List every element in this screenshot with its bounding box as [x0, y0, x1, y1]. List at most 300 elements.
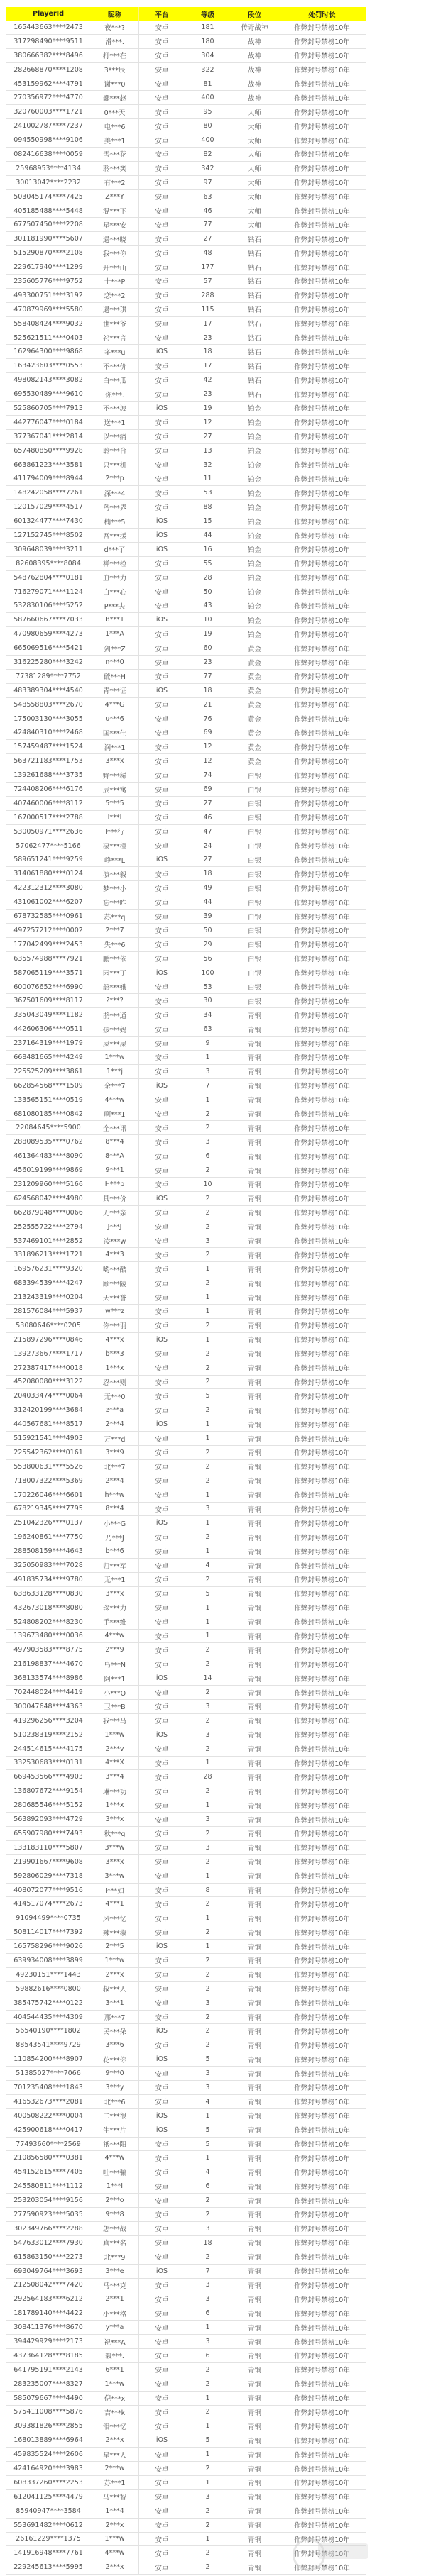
cell-platform: iOS	[138, 345, 185, 358]
cell-level: 6	[205, 2182, 210, 2191]
cell-platform: 安卓	[138, 1587, 185, 1601]
cell-penalty: 作弊封号禁榜10年	[278, 2265, 366, 2278]
cell-rank: 青铜	[231, 2067, 278, 2080]
cell-nickname: 琛***力	[102, 1605, 127, 1613]
table-row	[6, 2236, 366, 2250]
cell-level: 2	[205, 2549, 210, 2558]
cell-level: 1	[205, 1632, 210, 1640]
cell-penalty: 作弊封号禁榜10年	[278, 2448, 366, 2461]
cell-level: 17	[203, 362, 212, 370]
cell-penalty: 作弊封号禁榜10年	[278, 2433, 366, 2447]
cell-nickname: 3***9	[105, 1448, 124, 1456]
cell-nickname: 哟***酷	[102, 1266, 127, 1274]
cell-level: 43	[203, 602, 212, 610]
cell-player-id: 162964300****9868	[13, 348, 83, 356]
cell-level: 2	[205, 1378, 210, 1386]
cell-platform: 安卓	[138, 1798, 185, 1812]
cell-platform: 安卓	[138, 1954, 185, 1967]
cell-rank: 青铜	[231, 2504, 278, 2518]
cell-penalty: 作弊封号禁榜10年	[278, 1784, 366, 1798]
cell-platform: 安卓	[138, 1757, 185, 1770]
cell-platform: 安卓	[138, 952, 185, 966]
cell-nickname: 无***亲	[102, 1210, 127, 1218]
cell-player-id: 470980659****4273	[13, 630, 83, 639]
cell-platform: 安卓	[138, 2349, 185, 2362]
cell-level: 2	[205, 1166, 210, 1175]
cell-player-id: 677507450****2208	[13, 221, 83, 229]
cell-nickname: 顾***陵	[102, 1280, 127, 1288]
table-row	[6, 1163, 366, 1178]
cell-nickname: I***如	[105, 1887, 124, 1895]
table-row	[6, 486, 366, 500]
cell-penalty: 作弊封号禁榜10年	[278, 2321, 366, 2334]
cell-penalty: 作弊封号禁榜10年	[278, 1149, 366, 1163]
cell-nickname: P***夫	[104, 602, 126, 611]
cell-platform: 安卓	[138, 698, 185, 712]
cell-level: 1	[205, 1914, 210, 1923]
cell-penalty: 作弊封号禁榜10年	[278, 1347, 366, 1361]
cell-rank: 青铜	[231, 2095, 278, 2108]
cell-nickname: 韶***娥	[102, 984, 127, 992]
cell-rank: 白银	[231, 811, 278, 824]
cell-player-id: 525621511****0403	[13, 333, 83, 342]
cell-player-id: 407460006****8112	[13, 799, 83, 807]
cell-level: 2	[205, 1279, 210, 1288]
cell-nickname: 血***力	[102, 575, 127, 583]
cell-rank: 铂金	[231, 557, 278, 570]
cell-level: 28	[203, 1773, 212, 1781]
table-row	[6, 924, 366, 938]
cell-platform: 安卓	[138, 2279, 185, 2292]
cell-level: 1	[205, 1801, 210, 1810]
cell-rank: 青铜	[231, 1319, 278, 1332]
table-row	[6, 1389, 366, 1403]
table-body	[6, 21, 366, 2575]
cell-rank: 青铜	[231, 1516, 278, 1530]
cell-level: 57	[203, 277, 212, 285]
cell-penalty: 作弊封号禁榜10年	[278, 162, 366, 175]
cell-level: 400	[201, 94, 214, 102]
cell-nickname: 归***军	[102, 1562, 127, 1571]
cell-platform: 安卓	[138, 2560, 185, 2574]
cell-rank: 铂金	[231, 543, 278, 556]
cell-penalty: 作弊封号禁榜10年	[278, 1897, 366, 1911]
table-row	[6, 1884, 366, 1898]
cell-rank: 青铜	[231, 1601, 278, 1615]
cell-rank: 青铜	[231, 1206, 278, 1220]
cell-nickname: 聆***台	[102, 448, 127, 456]
cell-player-id: 624568042****4980	[13, 1194, 83, 1203]
cell-rank: 黄金	[231, 726, 278, 740]
cell-player-id: 163423603****0553	[13, 362, 83, 370]
table-row	[6, 21, 366, 35]
cell-penalty: 作弊封号禁榜10年	[278, 2236, 366, 2250]
cell-player-id: 508114017****7392	[13, 1928, 83, 1937]
cell-penalty: 作弊封号禁榜10年	[278, 1714, 366, 1728]
cell-platform: 安卓	[138, 303, 185, 316]
table-row	[6, 2419, 366, 2433]
cell-platform: 安卓	[138, 289, 185, 302]
cell-player-id: 302349766****2288	[13, 2224, 83, 2233]
cell-penalty: 作弊封号禁榜10年	[278, 656, 366, 669]
table-row	[6, 613, 366, 627]
cell-rank: 青铜	[231, 1248, 278, 1261]
cell-level: 3	[205, 1843, 210, 1852]
table-row	[6, 2448, 366, 2462]
table-row	[6, 1503, 366, 1517]
table-row	[6, 1432, 366, 1446]
cell-nickname: 1***x	[105, 1364, 124, 1372]
cell-nickname: 风***忆	[102, 1915, 127, 1923]
cell-nickname: 星***安	[102, 221, 127, 230]
cell-rank: 青铜	[231, 2560, 278, 2574]
cell-level: 1	[205, 1265, 210, 1273]
cell-nickname: 琳***功	[102, 1788, 127, 1796]
cell-platform: 安卓	[138, 2208, 185, 2221]
cell-penalty: 作弊封号禁榜10年	[278, 839, 366, 853]
cell-level: 1	[205, 2535, 210, 2543]
cell-level: 18	[203, 686, 212, 695]
cell-nickname: 3***y	[105, 2083, 124, 2091]
cell-platform: iOS	[138, 2024, 185, 2038]
cell-player-id: 683394539****4247	[13, 1279, 83, 1288]
cell-player-id: 272387417****0018	[13, 1364, 83, 1372]
cell-nickname: 2***5	[105, 1942, 124, 1951]
table-row	[6, 373, 366, 387]
cell-nickname: 遇***晓	[102, 236, 127, 244]
cell-penalty: 作弊封号禁榜10年	[278, 2208, 366, 2221]
table-row	[6, 1544, 366, 1559]
cell-player-id: 157459487****1524	[13, 743, 83, 751]
cell-rank: 青铜	[231, 1911, 278, 1925]
cell-platform: 安卓	[138, 1742, 185, 1756]
cell-level: 2	[205, 2027, 210, 2035]
cell-player-id: 77381289****7752	[16, 672, 81, 680]
cell-nickname: 3***x	[105, 757, 124, 765]
cell-rank: 铂金	[231, 529, 278, 542]
cell-level: 6	[205, 2351, 210, 2360]
cell-player-id: 461364483****8090	[13, 1152, 83, 1161]
cell-level: 2	[205, 2379, 210, 2388]
cell-nickname: 硫***H	[104, 673, 126, 682]
cell-penalty: 作弊封号禁榜10年	[278, 1305, 366, 1318]
table-row	[6, 1968, 366, 1982]
cell-level: 88	[203, 503, 212, 512]
table-row	[6, 416, 366, 430]
cell-player-id: 400508222****0004	[13, 2111, 83, 2120]
cell-rank: 白银	[231, 994, 278, 1007]
table-row	[6, 867, 366, 881]
cell-rank: 青铜	[231, 2392, 278, 2405]
cell-player-id: 530050971****2636	[13, 827, 83, 836]
cell-rank: 青铜	[231, 1389, 278, 1403]
table-row	[6, 768, 366, 783]
table-row	[6, 458, 366, 472]
table-row	[6, 2250, 366, 2265]
cell-player-id: 498082143****3082	[13, 376, 83, 385]
cell-platform: 安卓	[138, 1248, 185, 1261]
cell-level: 2	[205, 1660, 210, 1669]
cell-level: 1	[205, 1293, 210, 1302]
cell-level: 4	[205, 2097, 210, 2106]
cell-level: 27	[203, 432, 212, 441]
cell-platform: iOS	[138, 2109, 185, 2123]
cell-platform: 安卓	[138, 472, 185, 486]
cell-level: 28	[203, 573, 212, 582]
cell-level: 3	[205, 2224, 210, 2233]
cell-penalty: 作弊封号禁榜10年	[278, 2250, 366, 2264]
table-row	[6, 275, 366, 289]
cell-rank: 黄金	[231, 698, 278, 712]
table-row	[6, 684, 366, 698]
cell-penalty: 作弊封号禁榜10年	[278, 1361, 366, 1375]
cell-penalty: 作弊封号禁榜10年	[278, 1757, 366, 1770]
cell-penalty: 作弊封号禁榜10年	[278, 2024, 366, 2038]
cell-player-id: 503045174****7425	[13, 192, 83, 201]
cell-penalty: 作弊封号禁榜10年	[278, 2052, 366, 2066]
cell-rank: 青铜	[231, 1615, 278, 1629]
cell-platform: 安卓	[138, 1093, 185, 1107]
cell-player-id: 600076652****6990	[13, 983, 83, 991]
cell-penalty: 作弊封号禁榜10年	[278, 331, 366, 345]
cell-player-id: 368133574****8986	[13, 1674, 83, 1683]
cell-penalty: 作弊封号禁榜10年	[278, 2067, 366, 2080]
cell-rank: 青铜	[231, 1630, 278, 1643]
cell-rank: 青铜	[231, 2179, 278, 2193]
cell-platform: 安卓	[138, 1178, 185, 1191]
cell-nickname: u***6	[105, 714, 124, 723]
cell-nickname: 美***1	[104, 137, 126, 145]
cell-rank: 青铜	[231, 2462, 278, 2475]
cell-rank: 青铜	[231, 1376, 278, 1389]
cell-penalty: 作弊封号禁榜10年	[278, 1503, 366, 1516]
cell-penalty: 作弊封号禁榜10年	[278, 1065, 366, 1078]
cell-rank: 白银	[231, 867, 278, 880]
table-row	[6, 1347, 366, 1361]
table-row	[6, 881, 366, 895]
table-row	[6, 2306, 366, 2321]
cell-rank: 青铜	[231, 1008, 278, 1022]
cell-penalty: 作弊封号禁榜10年	[278, 430, 366, 443]
cell-level: 1	[205, 2422, 210, 2431]
cell-penalty: 作弊封号禁榜10年	[278, 529, 366, 542]
cell-rank: 青铜	[231, 1742, 278, 1756]
cell-level: 342	[201, 164, 214, 172]
cell-nickname: 3***1	[105, 1999, 124, 2007]
cell-level: 18	[203, 2238, 212, 2247]
cell-rank: 大师	[231, 133, 278, 147]
cell-nickname: 2***7	[105, 926, 124, 934]
cell-platform: iOS	[138, 1671, 185, 1685]
table-row	[6, 1615, 366, 1630]
cell-level: 1	[205, 1519, 210, 1527]
cell-player-id: 695530489****9610	[13, 390, 83, 399]
cell-rank: 青铜	[231, 1827, 278, 1840]
cell-level: 2	[205, 1476, 210, 1485]
cell-rank: 青铜	[231, 1700, 278, 1713]
cell-platform: 安卓	[138, 331, 185, 345]
cell-level: 1	[205, 1420, 210, 1429]
cell-penalty: 作弊封号禁榜10年	[278, 994, 366, 1007]
table-row	[6, 599, 366, 614]
cell-nickname: 3***w	[104, 1843, 125, 1852]
cell-level: 2	[205, 2013, 210, 2021]
cell-level: 2	[205, 1208, 210, 1217]
cell-rank: 钻石	[231, 331, 278, 345]
cell-player-id: 678732585****0961	[13, 912, 83, 921]
cell-rank: 战神	[231, 35, 278, 48]
cell-penalty: 作弊封号禁榜10年	[278, 204, 366, 218]
cell-nickname: 混***下	[102, 208, 127, 216]
cell-rank: 青铜	[231, 2279, 278, 2292]
cell-player-id: 225542362****0161	[13, 1448, 83, 1456]
table-row	[6, 2433, 366, 2448]
cell-player-id: 718007322****5369	[13, 1476, 83, 1485]
cell-level: 63	[203, 1025, 212, 1034]
cell-penalty: 作弊封号禁榜10年	[278, 416, 366, 429]
cell-platform: 安卓	[138, 2038, 185, 2052]
cell-player-id: 082416638****0059	[13, 150, 83, 158]
cell-nickname: 9***0	[105, 2069, 124, 2078]
cell-penalty: 作弊封号禁榜10年	[278, 2165, 366, 2179]
cell-platform: 安卓	[138, 162, 185, 175]
cell-level: 322	[201, 65, 214, 74]
cell-nickname: 梦***小	[102, 885, 127, 893]
cell-level: 3	[205, 1815, 210, 1824]
cell-player-id: 724408206****6176	[13, 785, 83, 794]
table-row	[6, 585, 366, 599]
cell-player-id: 133183110****5807	[13, 1843, 83, 1852]
table-row	[6, 1982, 366, 1996]
cell-level: 400	[201, 136, 214, 145]
cell-platform: 安卓	[138, 2179, 185, 2193]
cell-player-id: 139261688****3735	[13, 771, 83, 780]
cell-rank: 青铜	[231, 2419, 278, 2433]
table-row	[6, 2081, 366, 2095]
cell-platform: 安卓	[138, 176, 185, 189]
cell-rank: 青铜	[231, 1432, 278, 1445]
cell-player-id: 615863150****2273	[13, 2252, 83, 2261]
table-row	[6, 387, 366, 402]
cell-platform: 安卓	[138, 1163, 185, 1177]
table-row	[6, 1869, 366, 1884]
cell-rank: 铂金	[231, 402, 278, 415]
table-row	[6, 740, 366, 754]
cell-penalty: 作弊封号禁榜10年	[278, 2279, 366, 2292]
cell-level: 1	[205, 2450, 210, 2459]
cell-rank: 青铜	[231, 1544, 278, 1558]
table-row	[6, 2279, 366, 2293]
cell-platform: 安卓	[138, 881, 185, 895]
cell-nickname: 阿***1	[104, 1675, 126, 1684]
cell-level: 3	[205, 1730, 210, 1739]
cell-platform: 安卓	[138, 1220, 185, 1234]
cell-rank: 钻石	[231, 303, 278, 316]
cell-nickname: h***w	[104, 1491, 125, 1499]
cell-platform: 安卓	[138, 1630, 185, 1643]
table-row	[6, 1940, 366, 1954]
cell-penalty: 作弊封号禁榜10年	[278, 867, 366, 880]
cell-player-id: 237164319****1979	[13, 1039, 83, 1048]
cell-penalty: 作弊封号禁榜10年	[278, 712, 366, 726]
cell-player-id: 308411376****8670	[13, 2323, 83, 2332]
cell-penalty: 作弊封号禁榜10年	[278, 1121, 366, 1134]
cell-level: 53	[203, 983, 212, 991]
cell-rank: 铂金	[231, 500, 278, 514]
cell-platform: 安卓	[138, 1573, 185, 1586]
cell-penalty: 作弊封号禁榜10年	[278, 1657, 366, 1671]
cell-platform: 安卓	[138, 1827, 185, 1840]
cell-level: 16	[203, 545, 212, 553]
cell-platform: 安卓	[138, 1982, 185, 1996]
cell-platform: 安卓	[138, 218, 185, 231]
cell-level: 39	[203, 912, 212, 921]
cell-platform: 安卓	[138, 275, 185, 288]
cell-rank: 钻石	[231, 373, 278, 387]
cell-level: 24	[203, 841, 212, 850]
table-row	[6, 1573, 366, 1587]
cell-rank: 白银	[231, 910, 278, 923]
cell-penalty: 作弊封号禁榜10年	[278, 1488, 366, 1502]
cell-platform: 安卓	[138, 627, 185, 641]
cell-platform: 安卓	[138, 1770, 185, 1784]
cell-player-id: 532830106****5252	[13, 602, 83, 610]
cell-rank: 青铜	[231, 2490, 278, 2504]
cell-platform: iOS	[138, 684, 185, 697]
cell-platform: iOS	[138, 543, 185, 556]
cell-platform: 安卓	[138, 811, 185, 824]
cell-nickname: 北***7	[104, 1464, 126, 1472]
cell-nickname: 2***x	[105, 2521, 124, 2529]
table-row	[6, 641, 366, 656]
table-row	[6, 1657, 366, 1671]
cell-nickname: 只***机	[102, 462, 127, 470]
cell-level: 23	[203, 333, 212, 342]
cell-penalty: 作弊封号禁榜10年	[278, 2011, 366, 2024]
cell-rank: 铂金	[231, 627, 278, 641]
cell-nickname: 花***你	[102, 2056, 127, 2064]
cell-player-id: 575411008****5876	[13, 2408, 83, 2416]
cell-level: 2	[205, 2210, 210, 2218]
cell-nickname: 世***爷	[102, 321, 127, 329]
table-row	[6, 472, 366, 487]
cell-level: 2	[205, 2563, 210, 2572]
cell-player-id: 702448024****4419	[13, 1688, 83, 1697]
cell-level: 2	[205, 1251, 210, 1259]
cell-rank: 青铜	[231, 1192, 278, 1205]
cell-nickname: b***6	[105, 1547, 124, 1556]
cell-rank: 大师	[231, 176, 278, 189]
cell-rank: 青铜	[231, 1671, 278, 1685]
table-row	[6, 670, 366, 684]
cell-platform: 安卓	[138, 91, 185, 104]
cell-penalty: 作弊封号禁榜10年	[278, 1234, 366, 1248]
cell-level: 49	[203, 884, 212, 892]
cell-rank: 青铜	[231, 1657, 278, 1671]
cell-player-id: 432673018****8080	[13, 1603, 83, 1612]
cell-rank: 铂金	[231, 585, 278, 599]
table-row	[6, 1234, 366, 1249]
cell-player-id: 175003130****3055	[13, 714, 83, 723]
cell-nickname: 鹊***通	[102, 1012, 127, 1020]
cell-player-id: 235605776****9752	[13, 277, 83, 285]
cell-player-id: 701235408****1843	[13, 2083, 83, 2091]
table-row	[6, 2151, 366, 2165]
cell-penalty: 作弊封号禁榜10年	[278, 190, 366, 204]
cell-penalty: 作弊封号禁榜10年	[278, 1051, 366, 1064]
table-row	[6, 726, 366, 741]
cell-platform: 安卓	[138, 2151, 185, 2165]
